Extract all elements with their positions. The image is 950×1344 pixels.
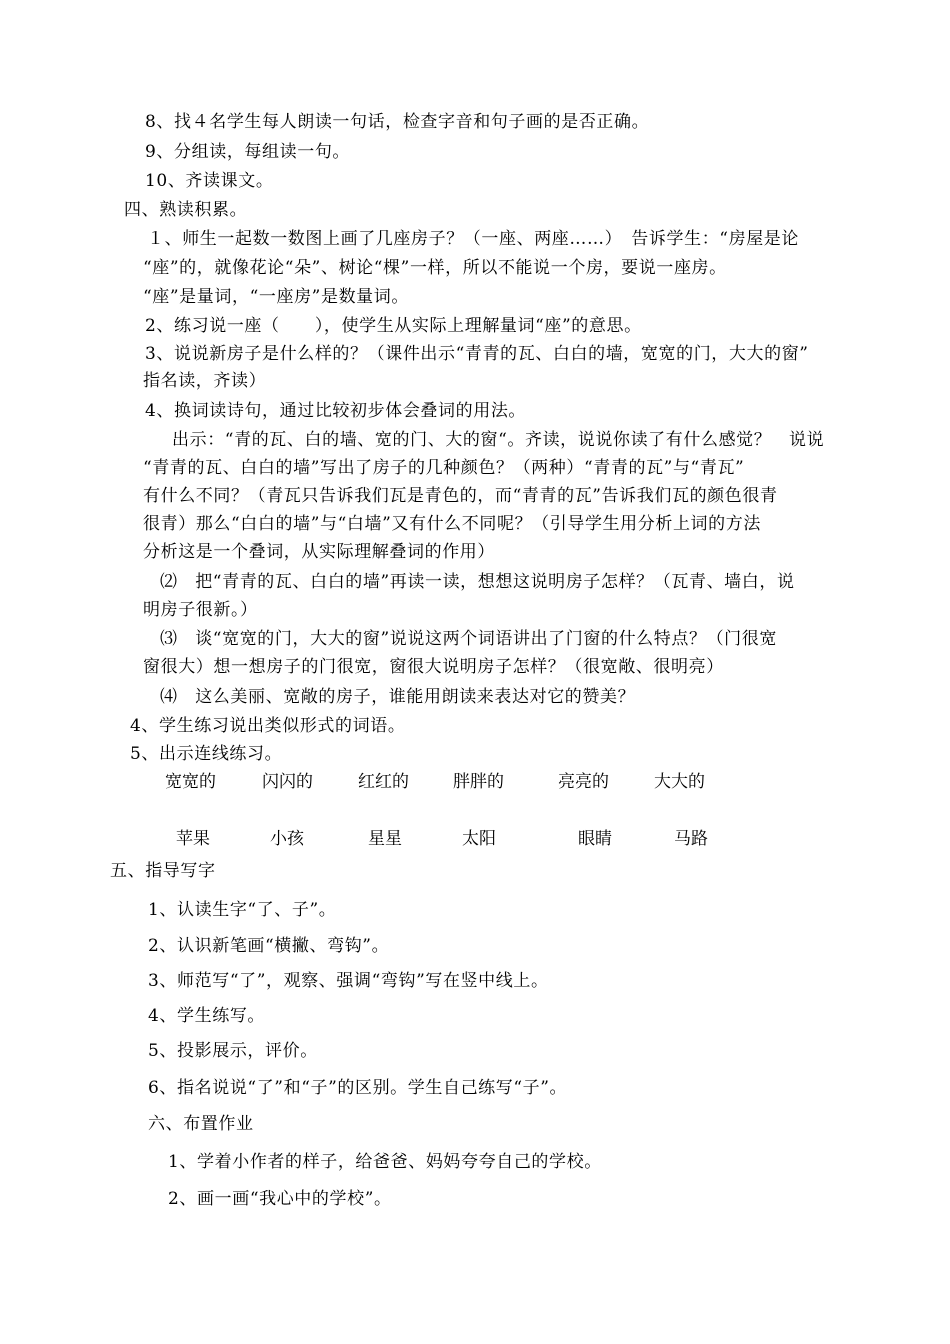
line-14: 有什么不同？（青瓦只告诉我们瓦是青色的，而“青青的瓦”告诉我们瓦的颜色很青 (143, 486, 778, 506)
line-23: 5、出示连线练习。 (130, 744, 283, 764)
line-26: 2、认识新笔画“横撇、弯钩”。 (148, 936, 390, 956)
match-adjective: 亮亮的 (558, 772, 609, 792)
line-22: 4、学生练习说出类似形式的词语。 (130, 716, 406, 736)
line-29: 5、投影展示，评价。 (148, 1041, 318, 1061)
line-19: ⑶ 谈“宽宽的门，大大的窗”说说这两个词语讲出了门窗的什么特点？（门很宽 (160, 629, 777, 649)
section-heading-5: 五、指导写字 (110, 861, 216, 881)
line-6: “座”的，就像花论“朵”、树论“棵”一样，所以不能说一个房，要说一座房。 (143, 258, 727, 278)
section-heading-6: 六、布置作业 (148, 1114, 254, 1134)
match-noun: 马路 (674, 829, 708, 849)
line-11: 4、换词读诗句，通过比较初步体会叠词的用法。 (145, 401, 527, 421)
line-28: 4、学生练写。 (148, 1006, 266, 1026)
match-noun: 星星 (368, 829, 402, 849)
match-adjective: 红红的 (358, 772, 409, 792)
line-5: １、师生一起数一数图上画了几座房子？（一座、两座……） 告诉学生：“房屋是论 (147, 229, 799, 249)
section-heading-4: 四、熟读积累。 (124, 200, 248, 220)
match-adjective: 宽宽的 (165, 772, 216, 792)
line-9: 3、说说新房子是什么样的？（课件出示“青青的瓦、白白的墙，宽宽的门，大大的窗” (145, 344, 809, 364)
line-21: ⑷ 这么美丽、宽敞的房子，谁能用朗读来表达对它的赞美？ (160, 687, 636, 707)
line-10: 指名读，齐读） (143, 371, 267, 391)
line-33: 2、画一画“我心中的学校”。 (168, 1189, 392, 1209)
line-15: 很青）那么“白白的墙”与“白墙”又有什么不同呢？（引导学生用分析上词的方法 (143, 514, 761, 534)
line-17: ⑵ 把“青青的瓦、白白的墙”再读一读，想想这说明房子怎样？（瓦青、墙白，说 (160, 572, 795, 592)
match-noun: 太阳 (462, 829, 496, 849)
match-noun: 小孩 (270, 829, 304, 849)
line-1: 8、找４名学生每人朗读一句话，检查字音和句子画的是否正确。 (145, 112, 650, 132)
line-20: 窗很大）想一想房子的门很宽，窗很大说明房子怎样？（很宽敞、很明亮） (143, 657, 724, 677)
match-adjective: 大大的 (654, 772, 705, 792)
line-32: 1、学着小作者的样子，给爸爸、妈妈夸夸自己的学校。 (168, 1152, 602, 1172)
line-13: “青青的瓦、白白的墙”写出了房子的几种颜色？（两种）“青青的瓦”与“青瓦” (143, 458, 745, 478)
line-25: 1、认读生字“了、子”。 (148, 900, 337, 920)
line-8: 2、练习说一座（ ），使学生从实际上理解量词“座”的意思。 (145, 316, 642, 336)
match-noun: 眼睛 (578, 829, 612, 849)
match-adjective: 胖胖的 (453, 772, 504, 792)
line-27: 3、师范写“了”，观察、强调“弯钩”写在竖中线上。 (148, 971, 549, 991)
line-7: “座”是量词，“一座房”是数量词。 (143, 287, 409, 307)
line-30: 6、指名说说“了”和“子”的区别。学生自己练写“子”。 (148, 1078, 568, 1098)
line-12: 出示：“青的瓦、白的墙、宽的门、大的窗“。齐读，说说你读了有什么感觉？ 说说 (172, 430, 825, 450)
line-3: 10、齐读课文。 (145, 171, 274, 191)
line-16: 分析这是一个叠词，从实际理解叠词的作用） (143, 542, 495, 562)
line-2: 9、分组读，每组读一句。 (145, 142, 351, 162)
match-adjective: 闪闪的 (262, 772, 313, 792)
match-noun: 苹果 (176, 829, 210, 849)
line-18: 明房子很新。） (143, 600, 258, 620)
